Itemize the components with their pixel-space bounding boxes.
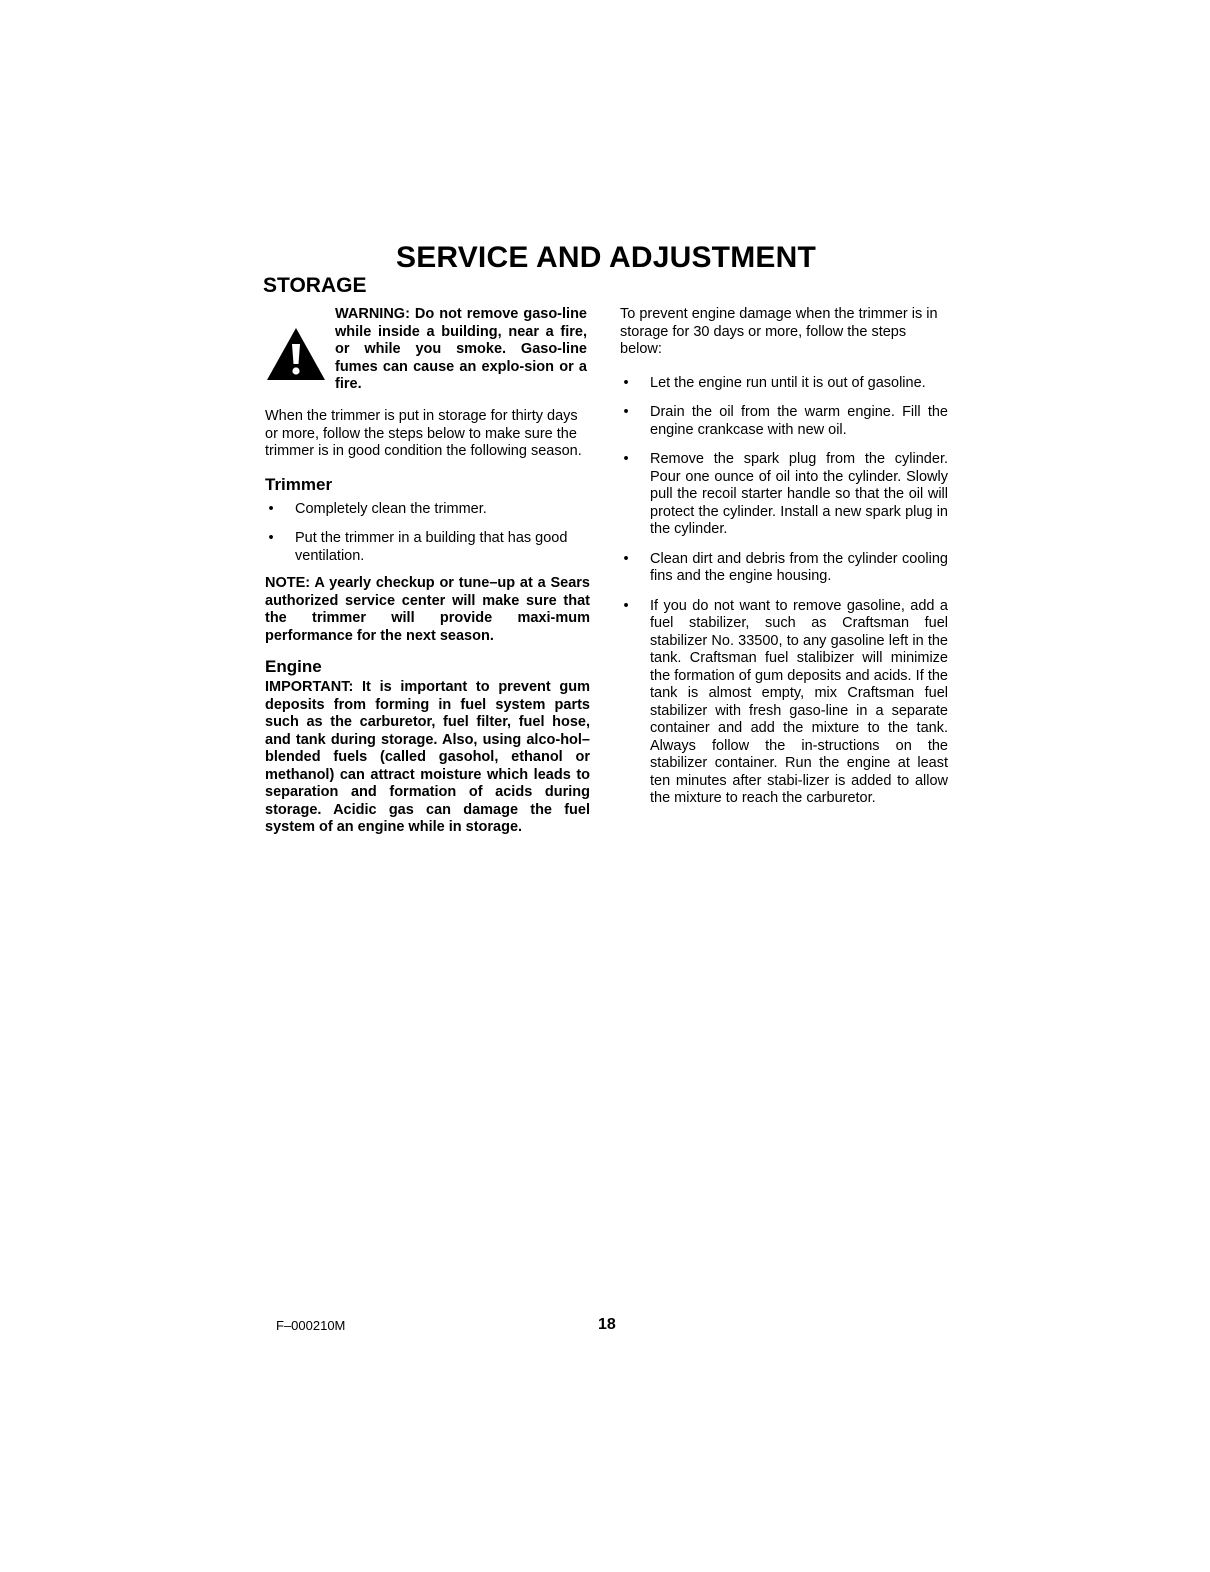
list-item [620, 404, 948, 439]
left-column [265, 306, 590, 837]
warning-text: WARNING: Do not remove gaso-line while inside a building, near a fire, or while you smoke. Gaso-line fumes can cause an explo-sion or a fire. [335, 306, 587, 392]
section-title-storage: STORAGE [263, 274, 367, 297]
list-item [620, 375, 948, 393]
warning-block [265, 306, 590, 398]
list-item-text: Clean dirt and debris from the cylinder cooling fins and the engine housing. [650, 550, 948, 584]
bullet-icon: • [623, 451, 629, 467]
right-column [620, 306, 948, 820]
warning-triangle-icon [265, 326, 327, 382]
note-text: NOTE: A yearly checkup or tune–up at a Sears authorized service center will make sure that the trimmer will provide maxi-mum performance for the next season. [265, 575, 590, 644]
engine-storage-list [620, 375, 948, 808]
list-item-text: Put the trimmer in a building that has good ventilation. [295, 530, 568, 564]
page-title: SERVICE AND ADJUSTMENT [395, 241, 816, 274]
bullet-icon: • [623, 404, 629, 420]
bullet-icon: • [623, 550, 629, 567]
important-text: IMPORTANT: It is important to prevent gum deposits from forming in fuel system parts such as the carburetor, fuel filter, fuel hose, and tank during storage. Also, using alco-hol–blended fuels (called gasohol, ethanol or methanol) can attract moisture which leads to separation and formation of acids during storage. Acidic gas can damage the fuel system of an engine while in storage. [265, 679, 590, 835]
list-item [620, 598, 948, 808]
list-item [265, 530, 590, 565]
list-item-text: Drain the oil from the warm engine. Fill the engine crankcase with new oil. [650, 404, 948, 438]
engine-heading: Engine [265, 657, 322, 676]
bullet-icon: • [268, 500, 274, 517]
page-number: 18 [598, 1316, 616, 1333]
bullet-icon: • [623, 597, 629, 614]
trimmer-heading: Trimmer [265, 474, 333, 494]
list-item-text: Let the engine run until it is out of gasoline. [650, 374, 926, 391]
list-item [620, 451, 948, 539]
bullet-icon: • [623, 374, 629, 391]
right-intro: To prevent engine damage when the trimmer is in storage for 30 days or more, follow the steps below: [620, 306, 938, 357]
list-item-text: Remove the spark plug from the cylinder. Pour one ounce of oil into the cylinder. Slowly pull the recoil starter handle so that the oil will protect the cylinder. Install a new spark plug in the cylinder. [650, 451, 948, 537]
document-code: F–000210M [276, 1318, 346, 1333]
list-item [620, 551, 948, 586]
list-item-text: Completely clean the trimmer. [295, 500, 487, 517]
storage-intro: When the trimmer is put in storage for thirty days or more, follow the steps below to make sure the trimmer is in good condition the following season. [265, 408, 582, 459]
list-item [265, 501, 590, 519]
bullet-icon: • [268, 530, 274, 546]
trimmer-list [265, 501, 590, 566]
list-item-text: If you do not want to remove gasoline, add a fuel stabilizer, such as Craftsman fuel stabilizer No. 33500, to any gasoline left in the tank. Craftsman fuel stalibizer will minimize the formation of gum deposits and acids. If the tank is almost empty, mix Craftsman fuel stabilizer with fresh gaso-line in a separate container and add the mixture to the tank. Always follow the in-structions on the stabilizer container. Run the engine at least ten minutes after stabi-lizer is added to allow the mixture to reach the carburetor. [650, 597, 948, 806]
